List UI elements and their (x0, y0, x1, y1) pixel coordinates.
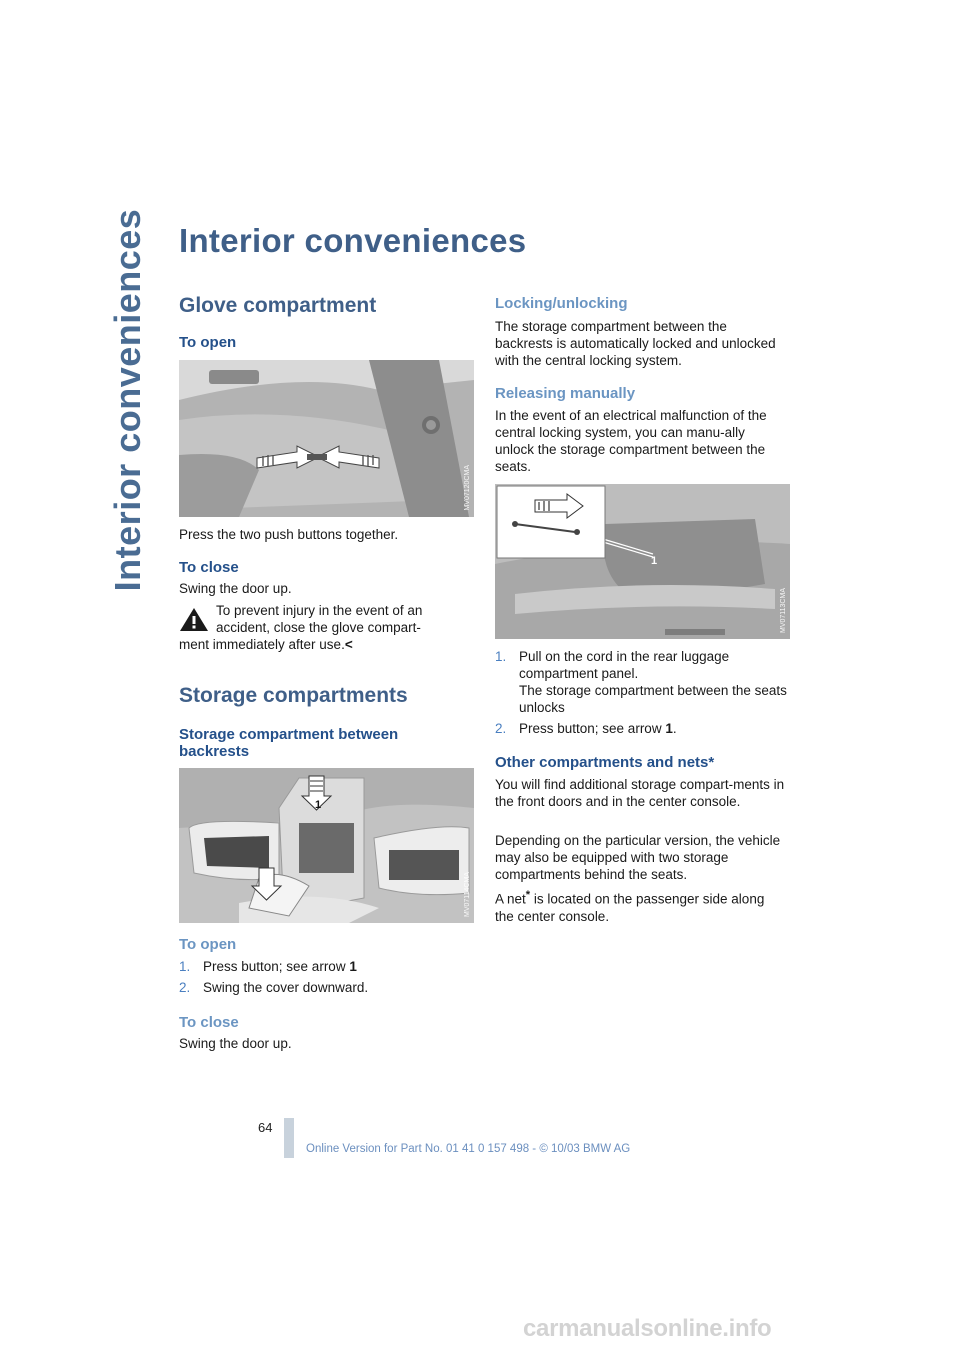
luggage-compartment-illustration (495, 484, 790, 639)
side-tab (98, 208, 158, 592)
glove-open-heading: To open (179, 334, 237, 351)
other-paragraph-2: Depending on the particular version, the vehicle may also be equipped with two storage compartments behind the seats. (495, 833, 781, 882)
net-text-tail: is located on the passenger side along the center console. (495, 891, 765, 924)
releasing-text: In the event of an electrical malfunction of the central locking system, you can manu-ally unlock the storage compartment between the seats. (495, 408, 767, 474)
page-number: 64 (258, 1120, 273, 1135)
glove-heading: Glove compartment (179, 294, 377, 317)
step-ref: 1 (349, 959, 357, 974)
page-title: Interior conveniences (179, 222, 527, 259)
figure-code: MV07113CMA (780, 587, 787, 633)
step-number: 1. (179, 959, 191, 974)
list-item (495, 720, 790, 737)
warning-line-1: To prevent injury in the event of an (216, 603, 423, 618)
arrow-label: 1 (315, 799, 322, 811)
warning-line-2: accident, close the glove compart- (216, 620, 421, 635)
list-item (179, 958, 474, 975)
list-item (495, 648, 790, 716)
storage-close-text: Swing the door up. (179, 1036, 292, 1051)
storage-open-steps (179, 958, 474, 1000)
optional-star: * (525, 889, 531, 901)
other-paragraph-1: You will find additional storage compart-ments in the front doors and in the center console. (495, 777, 785, 809)
step-text: Pull on the cord in the rear luggage compartment panel. (519, 649, 730, 681)
glove-compartment-figure (179, 360, 474, 517)
step-text: Swing the cover downward. (203, 980, 369, 995)
step-text: Press button; see arrow (519, 721, 666, 736)
net-text: A net (495, 891, 526, 907)
other-paragraph-3 (495, 887, 785, 925)
figure-code: MV07120CMA (464, 465, 471, 511)
warning-block (179, 602, 474, 653)
luggage-compartment-figure (495, 484, 790, 639)
side-tab-label: Interior conveniences (107, 208, 148, 592)
locking-heading: Locking/unlocking (495, 295, 628, 312)
step-number: 2. (179, 980, 191, 995)
figure-code: MV07114CMA (464, 871, 471, 917)
glove-close-heading: To close (179, 559, 239, 576)
storage-sub-heading: Storage compartment between backrests (179, 726, 399, 760)
storage-backrest-figure (179, 768, 474, 923)
step-number: 1. (495, 649, 507, 664)
glove-open-text: Press the two push buttons together. (179, 527, 399, 542)
footer-text: Online Version for Part No. 01 41 0 157 498 - © 10/03 BMW AG (306, 1143, 631, 1155)
warning-line-3: ment immediately after use. (179, 637, 345, 652)
warning-text (179, 602, 474, 653)
footer-bar (284, 1118, 294, 1158)
step-subtext: The storage compartment between the seats unlocks (519, 683, 787, 715)
storage-close-heading: To close (179, 1014, 239, 1031)
step-text: Press button; see arrow (203, 959, 350, 974)
step-ref: 1 (665, 721, 673, 736)
releasing-heading: Releasing manually (495, 385, 636, 402)
storage-heading: Storage compartments (179, 684, 408, 707)
end-mark: < (344, 637, 353, 652)
other-heading: Other compartments and nets* (495, 754, 715, 771)
figure-label: 1 (651, 555, 658, 567)
step-number: 2. (495, 721, 507, 736)
glove-compartment-illustration (179, 360, 474, 517)
list-item (179, 979, 474, 996)
storage-backrest-illustration (179, 768, 474, 923)
storage-open-heading: To open (179, 936, 237, 953)
warning-icon (179, 606, 209, 633)
watermark: carmanualsonline.info (523, 1315, 772, 1342)
releasing-steps (495, 648, 790, 741)
step-tail: . (672, 721, 677, 736)
glove-close-text: Swing the door up. (179, 581, 292, 596)
locking-text: The storage compartment between the backrests is automatically locked and unlocked with the central locking system. (495, 319, 776, 368)
